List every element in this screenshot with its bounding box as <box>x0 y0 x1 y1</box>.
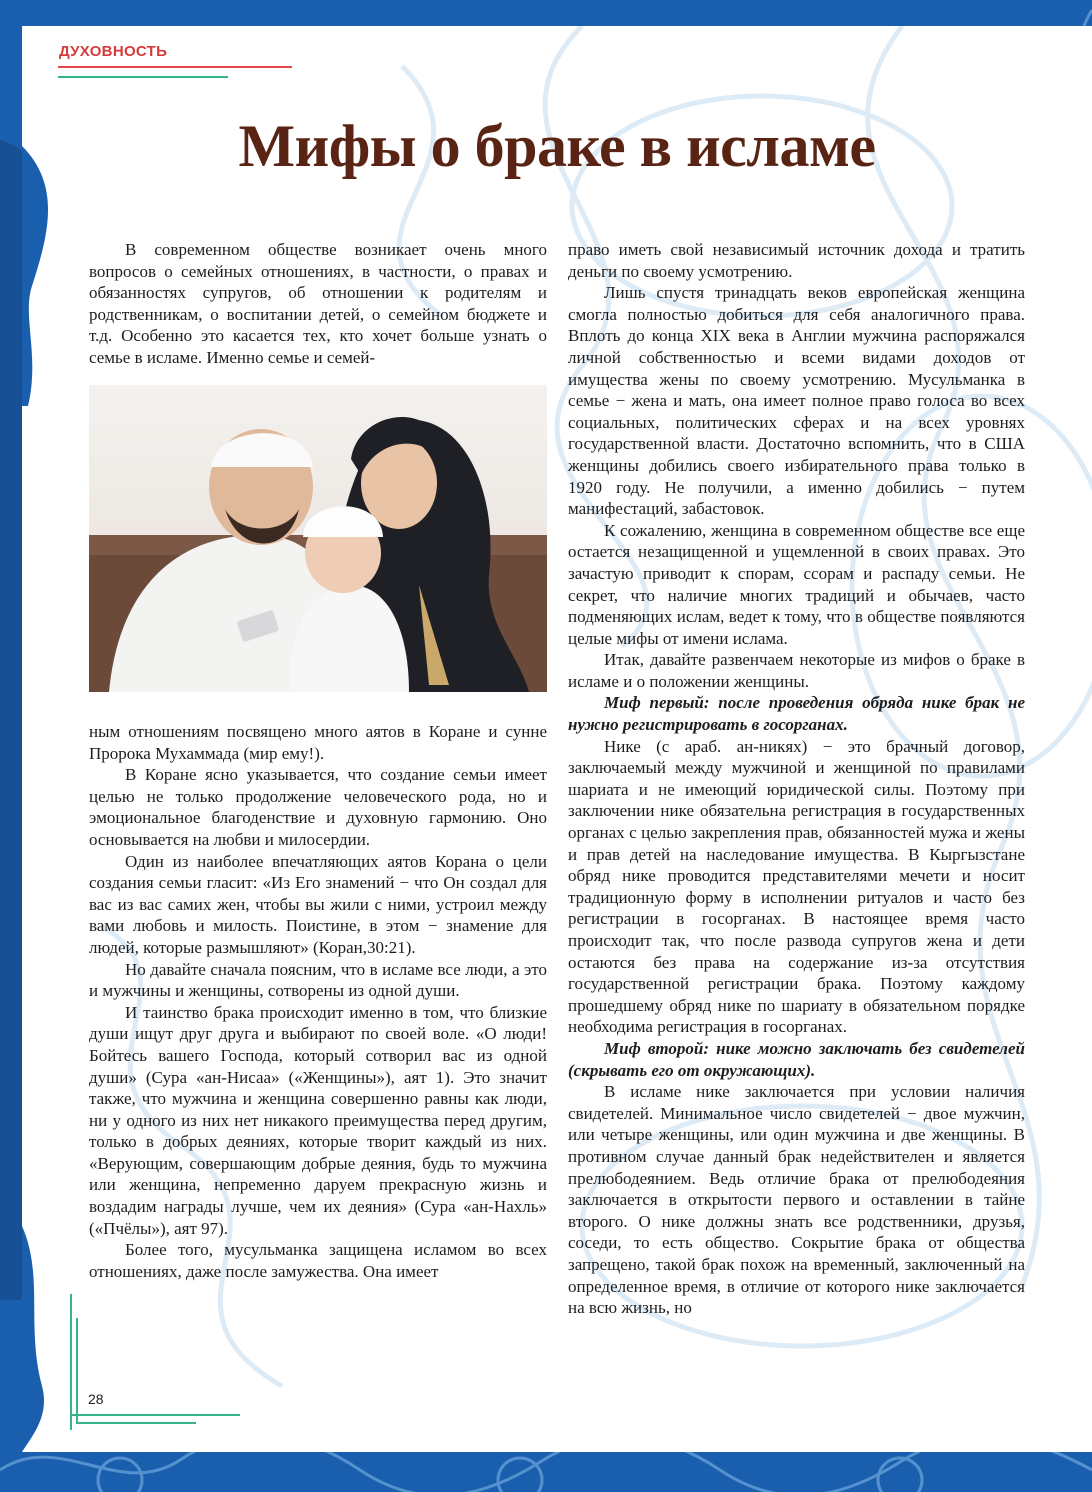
section-label: ДУХОВНОСТЬ <box>59 43 168 60</box>
page-number: 28 <box>88 1391 104 1407</box>
header-rule-red <box>58 66 292 68</box>
paragraph: право иметь свой независимый источник дохода и тратить деньги по своему усмотрению. <box>568 240 1025 281</box>
left-column-intro <box>89 239 547 369</box>
paragraph: Лишь спустя тринадцать веков европейская женщина смогла полностью добиться для себя аналогичного права. Вплоть до конца XIX века в Англии мужчина распоряжался личной собственностью и всеми видами доходов от имущества жены по своему усмотрению. Мусульманка в семье − жена и мать, она имеет полное право голоса во всех социальных, политических сферах и на всех уровнях государственной власти. Достаточно вспомнить, что в США женщины добились своего избирательного права только в 1920 году. Не получили, а именно добились − путем манифестаций, забастовок. <box>568 283 1025 519</box>
family-photo <box>89 385 547 692</box>
footer-rule-vertical-inner <box>76 1318 78 1424</box>
paragraph: Нике (с араб. ан-никях) − это брачный договор, заключаемый между мужчиной и женщиной по правилами шариата и не имеющий юридической силы. Поэтому при заключении нике обязательна регистрация в государственных органах с целью закрепления прав, обязанностей мужа и жены и прав детей на наследование имущества. В Кыргызстане обряд нике проводится представителями мечети и носит традиционную форму в исполнении ритуалов и часто без регистрации в госорганах. В настоящее время часто происходит так, что после развода супругов жена и дети остаются без права на содержание из-за отсутствия государственной регистрации брака. Поэтому каждому прошедшему обряд нике по шариату в обязательном порядке необходима регистрация в госорганах. <box>568 736 1025 1037</box>
myth-heading-second: Миф второй: нике можно заключать без свидетелей (скрывать его от окружающих). <box>568 1038 1025 1080</box>
paragraph: В исламе нике заключается при условии наличия свидетелей. Минимальное число свидетелей − двое мужчин, или четыре женщины, или один мужчина и две женщины. В противном случае данный брак недействителен и является прелюбодеянием. Ведь отличие брака от прелюбодеяния заключается в открытости первого и оставлении в тайне второго. О нике должны знать все родственники, друзья, соседи, то есть общество. Сокрытие брака от общества запрещено, такой брак похож на временный, заключенный на определенное время, в отличие от которого нике заключается на всю жизнь, но <box>568 1082 1025 1318</box>
left-column-continued <box>89 721 547 1282</box>
paragraph: В современном обществе возникает очень много вопросов о семейных отношениях, в частности, о правах и обязанностях супругов, об отношении к родителям и родственникам, о воспитании детей, о семейном бюджете и т.д. Особенно это касается тех, кто хочет больше узнать о семье в исламе. Именно семье и семей- <box>89 240 547 367</box>
magazine-page <box>22 26 1092 1452</box>
header-rule-green <box>58 76 228 78</box>
paragraph: Но давайте сначала поясним, что в исламе все люди, а это и мужчины и женщины, сотворены из одной души. <box>89 959 547 1001</box>
right-column <box>568 239 1025 1319</box>
footer-rule-vertical <box>70 1294 72 1430</box>
footer-rule-horizontal-inner <box>76 1422 196 1424</box>
paragraph: И таинство брака происходит именно в том, что близкие души ищут друг друга и выбирают по своей воле. «О люди! Бойтесь вашего Господа, который сотворил вас из одной души» (Сура «ан-Нисаа» («Женщины»), аят 1). Это значит также, что мужчина и женщина совершенно равны как люди, ни у одного из них нет никакого преимущества перед другим, только в добрых деяниях, которые творит каждый из них. «Верующим, совершающим добрые деяния, будь то мужчина или женщина, непременно даруем прекрасную жизнь и воздадим награды лучше, чем их деяния» (Сура «ан-Нахль» («Пчёлы»), аят 97). <box>89 1002 547 1238</box>
paragraph: Итак, давайте развенчаем некоторые из мифов о браке в исламе и о положении женщины. <box>568 650 1025 691</box>
footer-rule-horizontal <box>70 1414 240 1416</box>
paragraph: В Коране ясно указывается, что создание семьи имеет целью не только продолжение человеческого рода, но и эмоциональное благоденствие и духовную гармонию. Оно основывается на любви и милосердии. <box>89 765 547 849</box>
myth-heading-first: Миф первый: после проведения обряда нике брак не нужно регистрировать в госорганах. <box>568 693 1025 735</box>
paragraph: Более того, мусульманка защищена исламом во всех отношениях, даже после замужества. Она имеет <box>89 1240 547 1281</box>
paragraph: К сожалению, женщина в современном обществе все еще остается незащищенной и ущемленной в своих правах. Это зачастую приводит к спорам, ссорам и распаду семьи. Не секрет, что наличие многих традиций и обычаев, часто подменяющих ислам, ведет к тому, что в обществе появляются целые мифы от имени ислама. <box>568 520 1025 648</box>
paragraph: ным отношениям посвящено много аятов в Коране и сунне Пророка Мухаммада (мир ему!). <box>89 722 547 763</box>
page-title: Мифы о браке в исламе <box>238 113 876 179</box>
paragraph: Один из наиболее впечатляющих аятов Корана о цели создания семьи гласит: «Из Его знамений − что Он создал для вас из вас самих жен, чтобы вы жили с ними, устроил между вами любовь и милость. Поистине, в этом − знамение для людей, которые размышляют» (Коран,30:21). <box>89 851 547 957</box>
